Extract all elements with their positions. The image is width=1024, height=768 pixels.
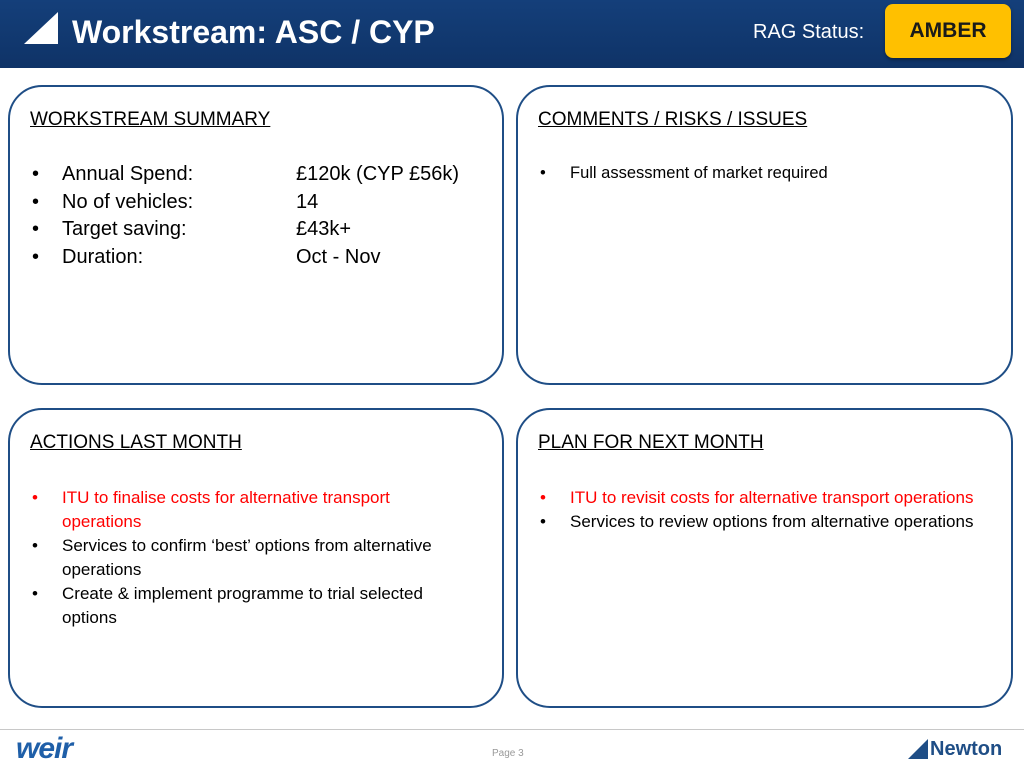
list-item	[538, 161, 978, 185]
comments-heading: COMMENTS / RISKS / ISSUES	[538, 109, 808, 130]
footer-divider	[0, 729, 1024, 730]
actions-list	[30, 486, 470, 630]
summary-label: Annual Spend:	[62, 163, 194, 185]
page-number: Page 3	[492, 748, 524, 759]
rag-status-badge: AMBER	[885, 4, 1011, 58]
page-title: Workstream: ASC / CYP	[72, 14, 435, 50]
bullet-icon: •	[32, 584, 38, 603]
newton-logo-text: Newton	[930, 738, 1003, 760]
summary-value: £120k (CYP £56k)	[296, 163, 460, 185]
bullet-icon: •	[32, 488, 38, 507]
comment-text: Full assessment of market required	[570, 164, 828, 182]
bullet-icon: •	[540, 164, 546, 182]
newton-triangle-icon	[908, 739, 928, 759]
weir-logo	[16, 732, 86, 768]
actions-heading: ACTIONS LAST MONTH	[30, 432, 242, 453]
bullet-icon: •	[32, 218, 40, 240]
rag-status-label: RAG Status:	[753, 21, 865, 43]
summary-label: Target saving:	[62, 218, 187, 240]
workstream-summary-panel	[8, 85, 504, 385]
bullet-icon: •	[540, 512, 546, 531]
summary-label: No of vehicles:	[62, 190, 194, 213]
weir-logo-text: weir	[16, 732, 73, 765]
bullet-icon: •	[32, 245, 40, 268]
list-item	[30, 161, 460, 189]
comments-list	[538, 161, 978, 185]
list-item	[538, 486, 978, 510]
list-item	[30, 244, 381, 272]
summary-value: Oct - Nov	[296, 245, 381, 268]
list-item	[30, 486, 470, 534]
comments-risks-issues-panel	[516, 85, 1013, 385]
summary-value: 14	[296, 190, 319, 213]
list-item	[30, 534, 470, 582]
action-text: Services to confirm ‘best’ options from alternative operations	[62, 536, 432, 579]
newton-logo	[908, 737, 1014, 761]
list-item	[30, 582, 470, 630]
header-bar	[0, 0, 1024, 68]
plan-list	[538, 486, 978, 534]
bullet-icon: •	[540, 488, 546, 507]
action-text: ITU to finalise costs for alternative transport operations	[62, 488, 390, 531]
bullet-icon: •	[32, 536, 38, 555]
bullet-icon: •	[32, 163, 40, 185]
list-item	[30, 216, 352, 244]
action-text: Create & implement programme to trial selected options	[62, 584, 423, 627]
triangle-logo-icon	[24, 12, 58, 44]
summary-list	[30, 161, 460, 271]
workstream-summary-heading: WORKSTREAM SUMMARY	[30, 109, 271, 130]
plan-text: Services to review options from alternative operations	[570, 512, 974, 531]
list-item	[30, 189, 319, 217]
plan-next-month-panel	[516, 408, 1013, 708]
summary-value: £43k+	[296, 218, 352, 240]
summary-label: Duration:	[62, 245, 144, 268]
actions-last-month-panel	[8, 408, 504, 708]
list-item	[538, 510, 978, 534]
plan-text: ITU to revisit costs for alternative transport operations	[570, 488, 974, 507]
plan-heading: PLAN FOR NEXT MONTH	[538, 432, 764, 453]
bullet-icon: •	[32, 190, 40, 213]
